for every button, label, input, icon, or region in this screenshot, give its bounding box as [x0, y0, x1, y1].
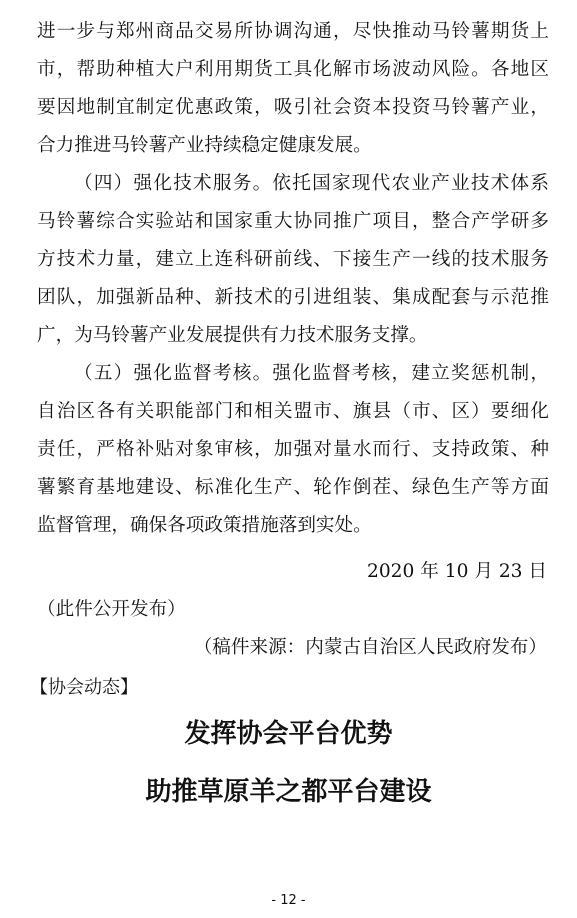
body-line: 责任，严格补贴对象审核，加强对量水而行、支持政策、种 — [37, 439, 549, 460]
body-line: 进一步与郑州商品交易所协调沟通，尽快推动马铃薯期货上 — [37, 21, 549, 42]
source-note: （稿件来源：内蒙古自治区人民政府发布） — [193, 637, 547, 658]
body-line: 要因地制宜制定优惠政策，吸引社会资本投资马铃薯产业， — [37, 97, 549, 118]
public-note: （此件公开发布） — [37, 599, 186, 620]
body-line: 薯繁育基地建设、标准化生产、轮作倒茬、绿色生产等方面 — [37, 477, 549, 498]
page-number: - 12 - — [271, 893, 306, 908]
article-title-line1: 发挥协会平台优势 — [184, 719, 393, 749]
article-title-line2: 助推草原羊之都平台建设 — [145, 777, 432, 807]
body-line: 马铃薯综合实验站和国家重大协同推广项目，整合产学研多 — [37, 211, 549, 232]
body-line: （五）强化监督考核。强化监督考核，建立奖惩机制， — [74, 363, 549, 384]
section-label: 【协会动态】 — [30, 677, 138, 698]
body-line: （四）强化技术服务。依托国家现代农业产业技术体系 — [74, 173, 549, 194]
body-line: 自治区各有关职能部门和相关盟市、旗县（市、区）要细化 — [37, 401, 549, 422]
document-date: 2020 年 10 月 23 日 — [367, 561, 547, 582]
body-line: 市，帮助种植大户利用期货工具化解市场波动风险。各地区 — [37, 59, 549, 80]
body-line: 方技术力量，建立上连科研前线、下接生产一线的技术服务 — [37, 249, 549, 270]
body-line: 团队，加强新品种、新技术的引进组装、集成配套与示范推 — [37, 287, 549, 308]
body-line: 监督管理，确保各项政策措施落到实处。 — [37, 515, 372, 536]
body-line: 合力推进马铃薯产业持续稳定健康发展。 — [37, 135, 372, 156]
body-line: 广，为马铃薯产业发展提供有力技术服务支撑。 — [37, 325, 428, 346]
